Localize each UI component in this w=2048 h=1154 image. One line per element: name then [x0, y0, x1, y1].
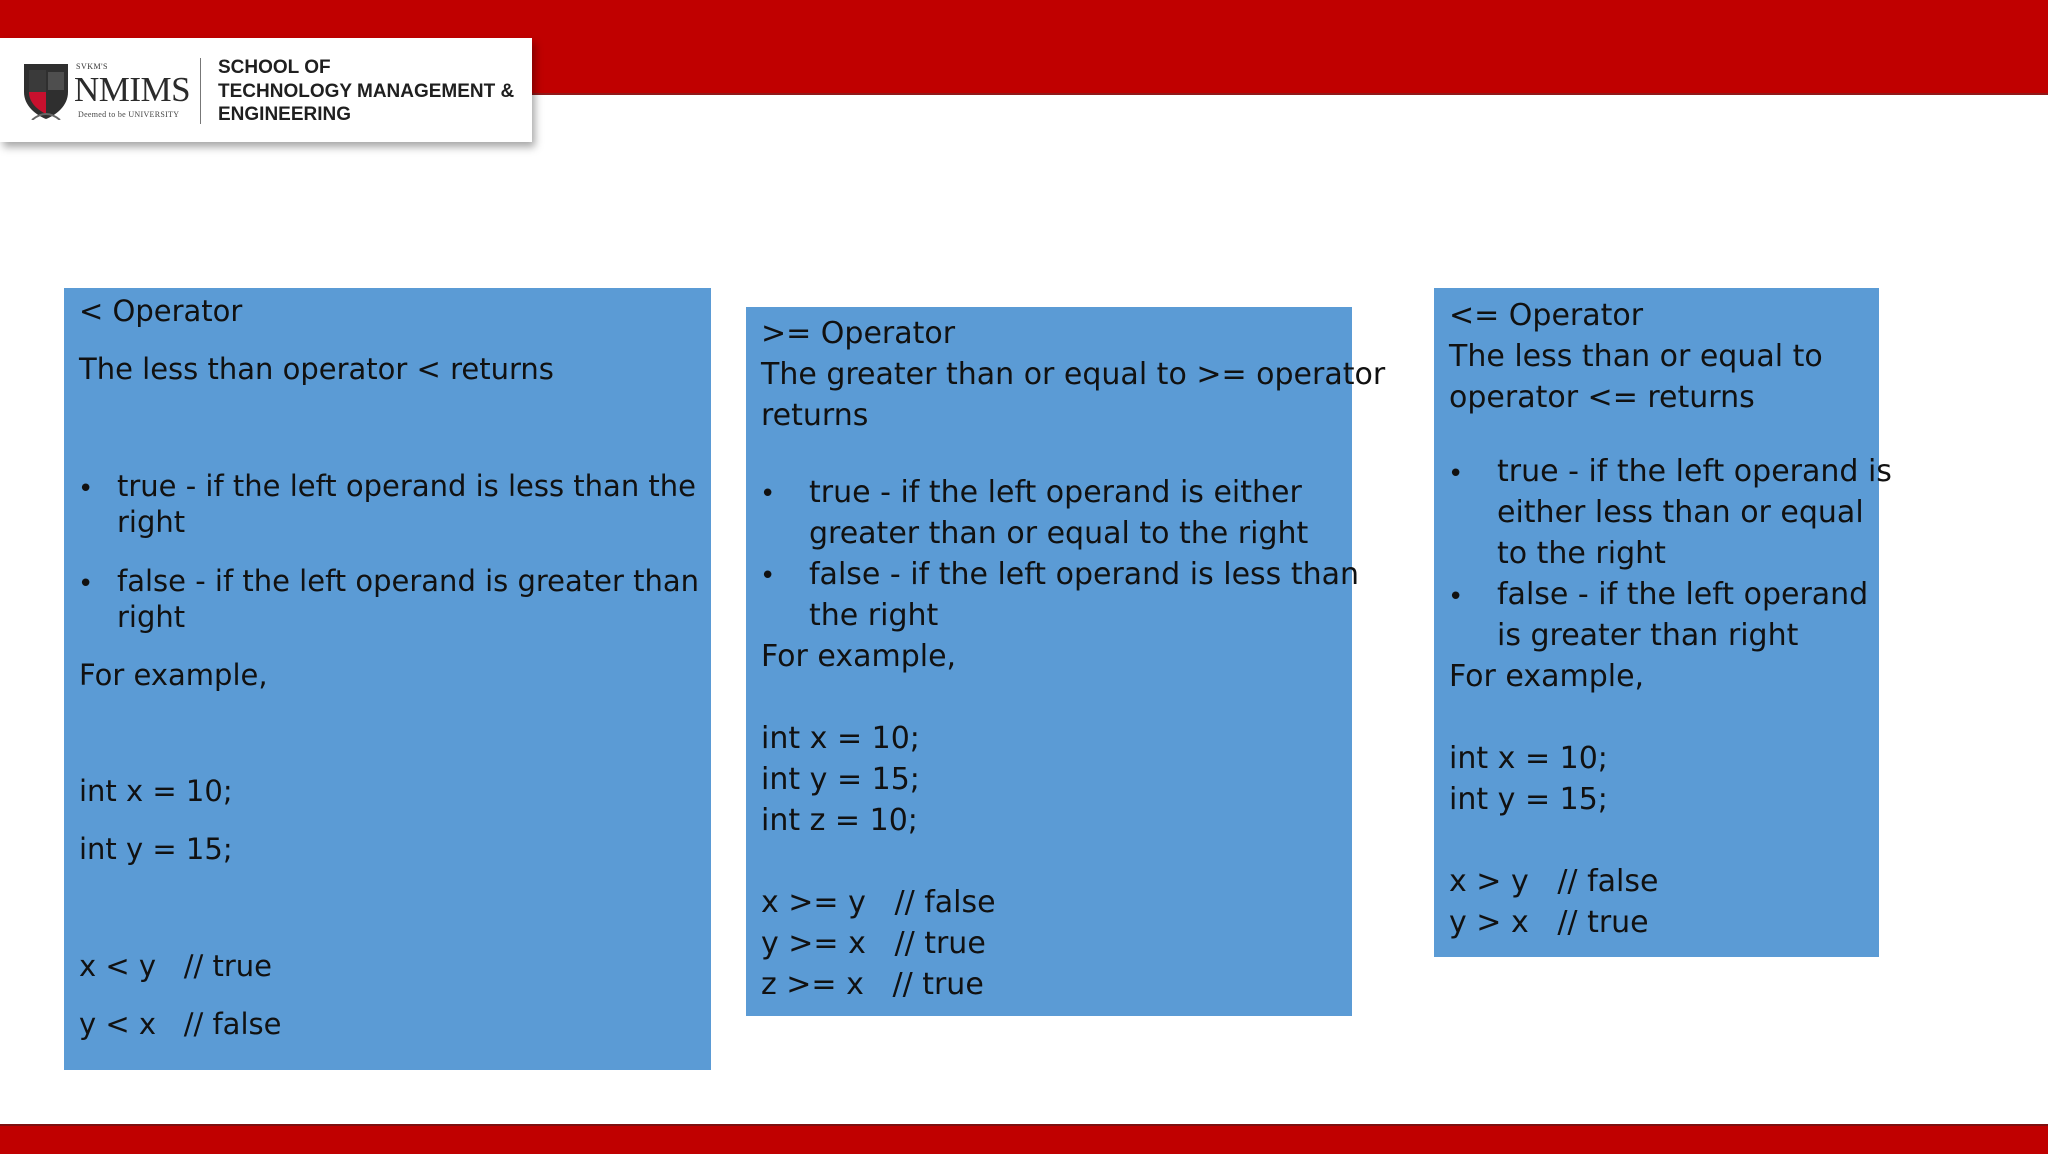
code-line: int x = 10;: [761, 721, 920, 756]
code-line: y >= x // true: [761, 926, 986, 961]
code-line: y < x // false: [79, 1007, 282, 1041]
card-title: < Operator: [79, 294, 243, 328]
bullet-dot: •: [1448, 582, 1464, 612]
bullet-text: either less than or equal: [1497, 495, 1864, 530]
bullet-dot: •: [78, 474, 94, 504]
bullet-text: greater than or equal to the right: [809, 516, 1309, 551]
code-line: int y = 15;: [1449, 782, 1608, 817]
bullet-text: true - if the left operand is either: [809, 475, 1302, 510]
card-title: >= Operator: [761, 316, 956, 351]
greater-equal-operator-card: [746, 307, 1386, 1016]
example-label: For example,: [761, 639, 957, 674]
example-label: For example,: [79, 658, 268, 692]
logo-small-text: SVKM'S: [76, 62, 109, 71]
school-name-line: TECHNOLOGY MANAGEMENT &: [218, 80, 515, 102]
example-label: For example,: [1449, 659, 1645, 694]
bullet-text: true - if the left operand is less than the: [117, 469, 697, 503]
code-line: int z = 10;: [761, 803, 918, 838]
card-intro: operator <= returns: [1449, 380, 1755, 415]
school-name-line: SCHOOL OF: [218, 57, 331, 78]
footer-red-bar: [0, 1124, 2048, 1154]
bullet-text: right: [117, 505, 186, 539]
bullet-dot: •: [760, 479, 776, 509]
bullet-text: to the right: [1497, 536, 1666, 571]
school-name: [218, 56, 514, 127]
logo-panel: [0, 38, 532, 142]
code-line: z >= x // true: [761, 967, 984, 1002]
card-intro: returns: [761, 398, 869, 433]
card-intro: The greater than or equal to >= operator: [761, 357, 1386, 392]
logo-wordmark: NMIMS: [74, 70, 191, 109]
bullet-text: right: [117, 600, 186, 634]
code-line: int y = 15;: [79, 832, 233, 866]
bullet-dot: •: [78, 569, 94, 599]
bullet-text: the right: [809, 598, 939, 633]
card-intro: The less than or equal to: [1449, 339, 1823, 374]
bullet-text: is greater than right: [1497, 618, 1799, 653]
code-line: int x = 10;: [79, 774, 233, 808]
card-title: <= Operator: [1449, 298, 1644, 333]
code-line: int x = 10;: [1449, 741, 1608, 776]
bullet-text: true - if the left operand is: [1497, 454, 1892, 489]
logo-tagline: Deemed to be UNIVERSITY: [78, 110, 180, 119]
code-line: x >= y // false: [761, 885, 996, 920]
bullet-dot: •: [760, 561, 776, 591]
nmims-shield-icon: [22, 62, 70, 120]
card-intro: The less than operator < returns: [79, 352, 554, 386]
code-line: int y = 15;: [761, 762, 920, 797]
bullet-dot: •: [1448, 459, 1464, 489]
school-name-line: ENGINEERING: [218, 104, 352, 125]
logo-divider: [200, 58, 201, 124]
bullet-text: false - if the left operand is less than: [809, 557, 1360, 592]
code-line: x < y // true: [79, 949, 272, 983]
bullet-text: false - if the left operand is greater than: [117, 564, 700, 598]
code-line: x > y // false: [1449, 864, 1659, 899]
bullet-text: false - if the left operand: [1497, 577, 1869, 612]
code-line: y > x // true: [1449, 905, 1649, 940]
less-equal-operator-card: [1434, 288, 1892, 957]
less-than-operator-card: [64, 288, 711, 1070]
